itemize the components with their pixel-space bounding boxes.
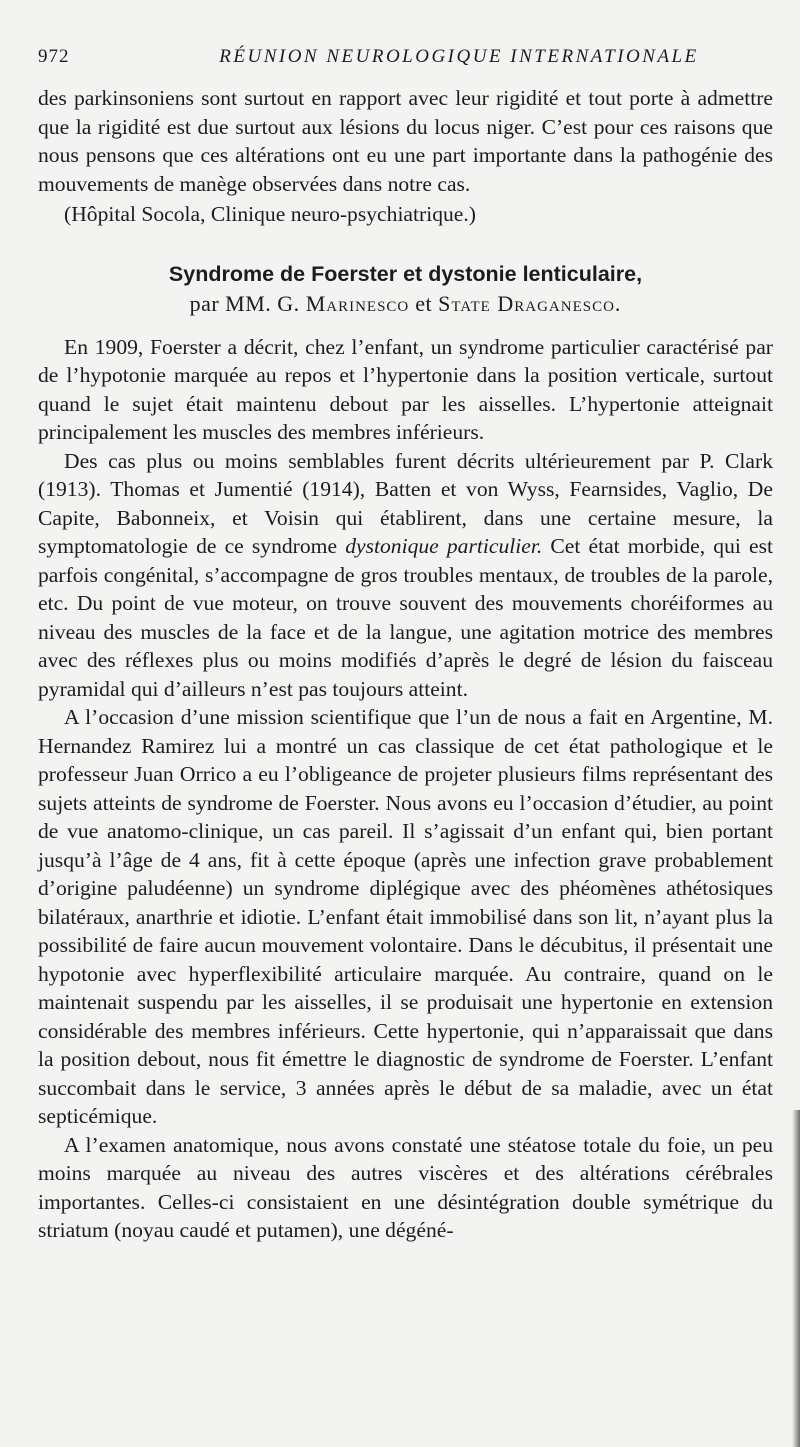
paragraph-2 <box>38 447 773 704</box>
authors-prefix: par MM. G. <box>189 290 300 316</box>
author-marinesco: Marinesco <box>305 290 410 316</box>
article-title: Syndrome de Foerster et dystonie lenticulaire, <box>168 261 643 286</box>
paragraph-2-part-b: Cet état morbide, qui est parfois congénital, s’accompagne de gros troubles mentaux, de troubles de la parole, etc. Du point de vue moteur, on trouve souvent des mouvements choréiformes au niveau des muscles de la face et de la langue, une agitation motrice des membres avec des réflexes plus ou moins modifiés d’après le degré de lésion du faisceau pyramidal qui d’ailleurs n’est pas toujours atteint. <box>38 534 773 701</box>
body-text <box>38 84 773 1245</box>
paragraph-2-part-a: Des cas plus ou moins semblables furent décrits ultérieurement par P. Clark (1913). Thomas et Jumentié (1914), Batten et von Wyss, Fearnsides, Vaglio, De Capite, Babonneix, et Voisin qui établirent, dans une certaine mesure, la symptomatologie de ce syndrome <box>38 448 773 558</box>
author-draganesco: State Draganesco. <box>438 290 622 316</box>
page-number: 972 <box>38 46 70 67</box>
running-title: RÉUNION NEUROLOGIQUE INTERNATIONALE <box>219 46 699 67</box>
continued-paragraph: des parkinsoniens sont surtout en rapport avec leur rigidité et tout porte à admettre que la rigidité est due surtout aux lésions du locus niger. C’est pour ces raisons que nous pensons que ces altérations ont eu une part importante dans la pathogénie des mouvements de manège observées dans notre cas. <box>38 86 773 196</box>
paragraph-1: En 1909, Foerster a décrit, chez l’enfant, un syndrome particulier caractérisé par de l’hypotonie marquée au repos et l’hypertonie dans la position verticale, surtout quand le sujet était maintenu debout par les aisselles. L’hypertonie atteignait principalement les muscles des membres inférieurs. <box>38 334 773 444</box>
paragraph-3: A l’occasion d’une mission scientifique que l’un de nous a fait en Argentine, M. Hernandez Ramirez lui a montré un cas classique de cet état pathologique et le professeur Juan Orrico a eu l’obligeance de projeter plusieurs films représentant des sujets atteints de syndrome de Foerster. Nous avons eu l’occasion d’étudier, au point de vue anatomo-clinique, un cas pareil. Il s’agissait d’un enfant qui, bien portant jusqu’à l’âge de 4 ans, fit à cette époque (après une infection grave probablement d’origine paludéenne) un syndrome diplégique avec des phéomènes athétosiques bilatéraux, anarthrie et idiotie. L’enfant était immobilisé dans son lit, n’ayant plus la possibilité de faire aucun mouvement volontaire. Dans le décubitus, il présentait une hypotonie avec hyperflexibilité articulaire marquée. Au contraire, quand on le maintenait suspendu par les aisselles, il se produisait une hypertonie en extension considérable des membres inférieurs. Cette hypertonie, qui n’apparaissait que dans la position debout, nous fit émettre le diagnostic de syndrome de Foerster. L’enfant succombait dans le service, 3 années après le début de sa maladie, avec un état septicémique. <box>38 705 773 1128</box>
institution-note: (Hôpital Socola, Clinique neuro-psychiatrique.) <box>64 202 476 226</box>
paragraph-2-emphasis: dystonique particulier. <box>345 534 543 558</box>
authors-and: et <box>415 290 433 316</box>
paragraph-4: A l’examen anatomique, nous avons constaté une stéatose totale du foie, un peu moins marquée au niveau des autres viscères et des altérations cérébrales importantes. Celles-ci consistaient en une désintégration double symétrique du striatum (noyau caudé et putamen), une dégéné- <box>38 1132 773 1242</box>
article-authors <box>38 289 773 319</box>
page-header <box>38 46 770 74</box>
page-edge-shadow <box>792 1110 800 1447</box>
